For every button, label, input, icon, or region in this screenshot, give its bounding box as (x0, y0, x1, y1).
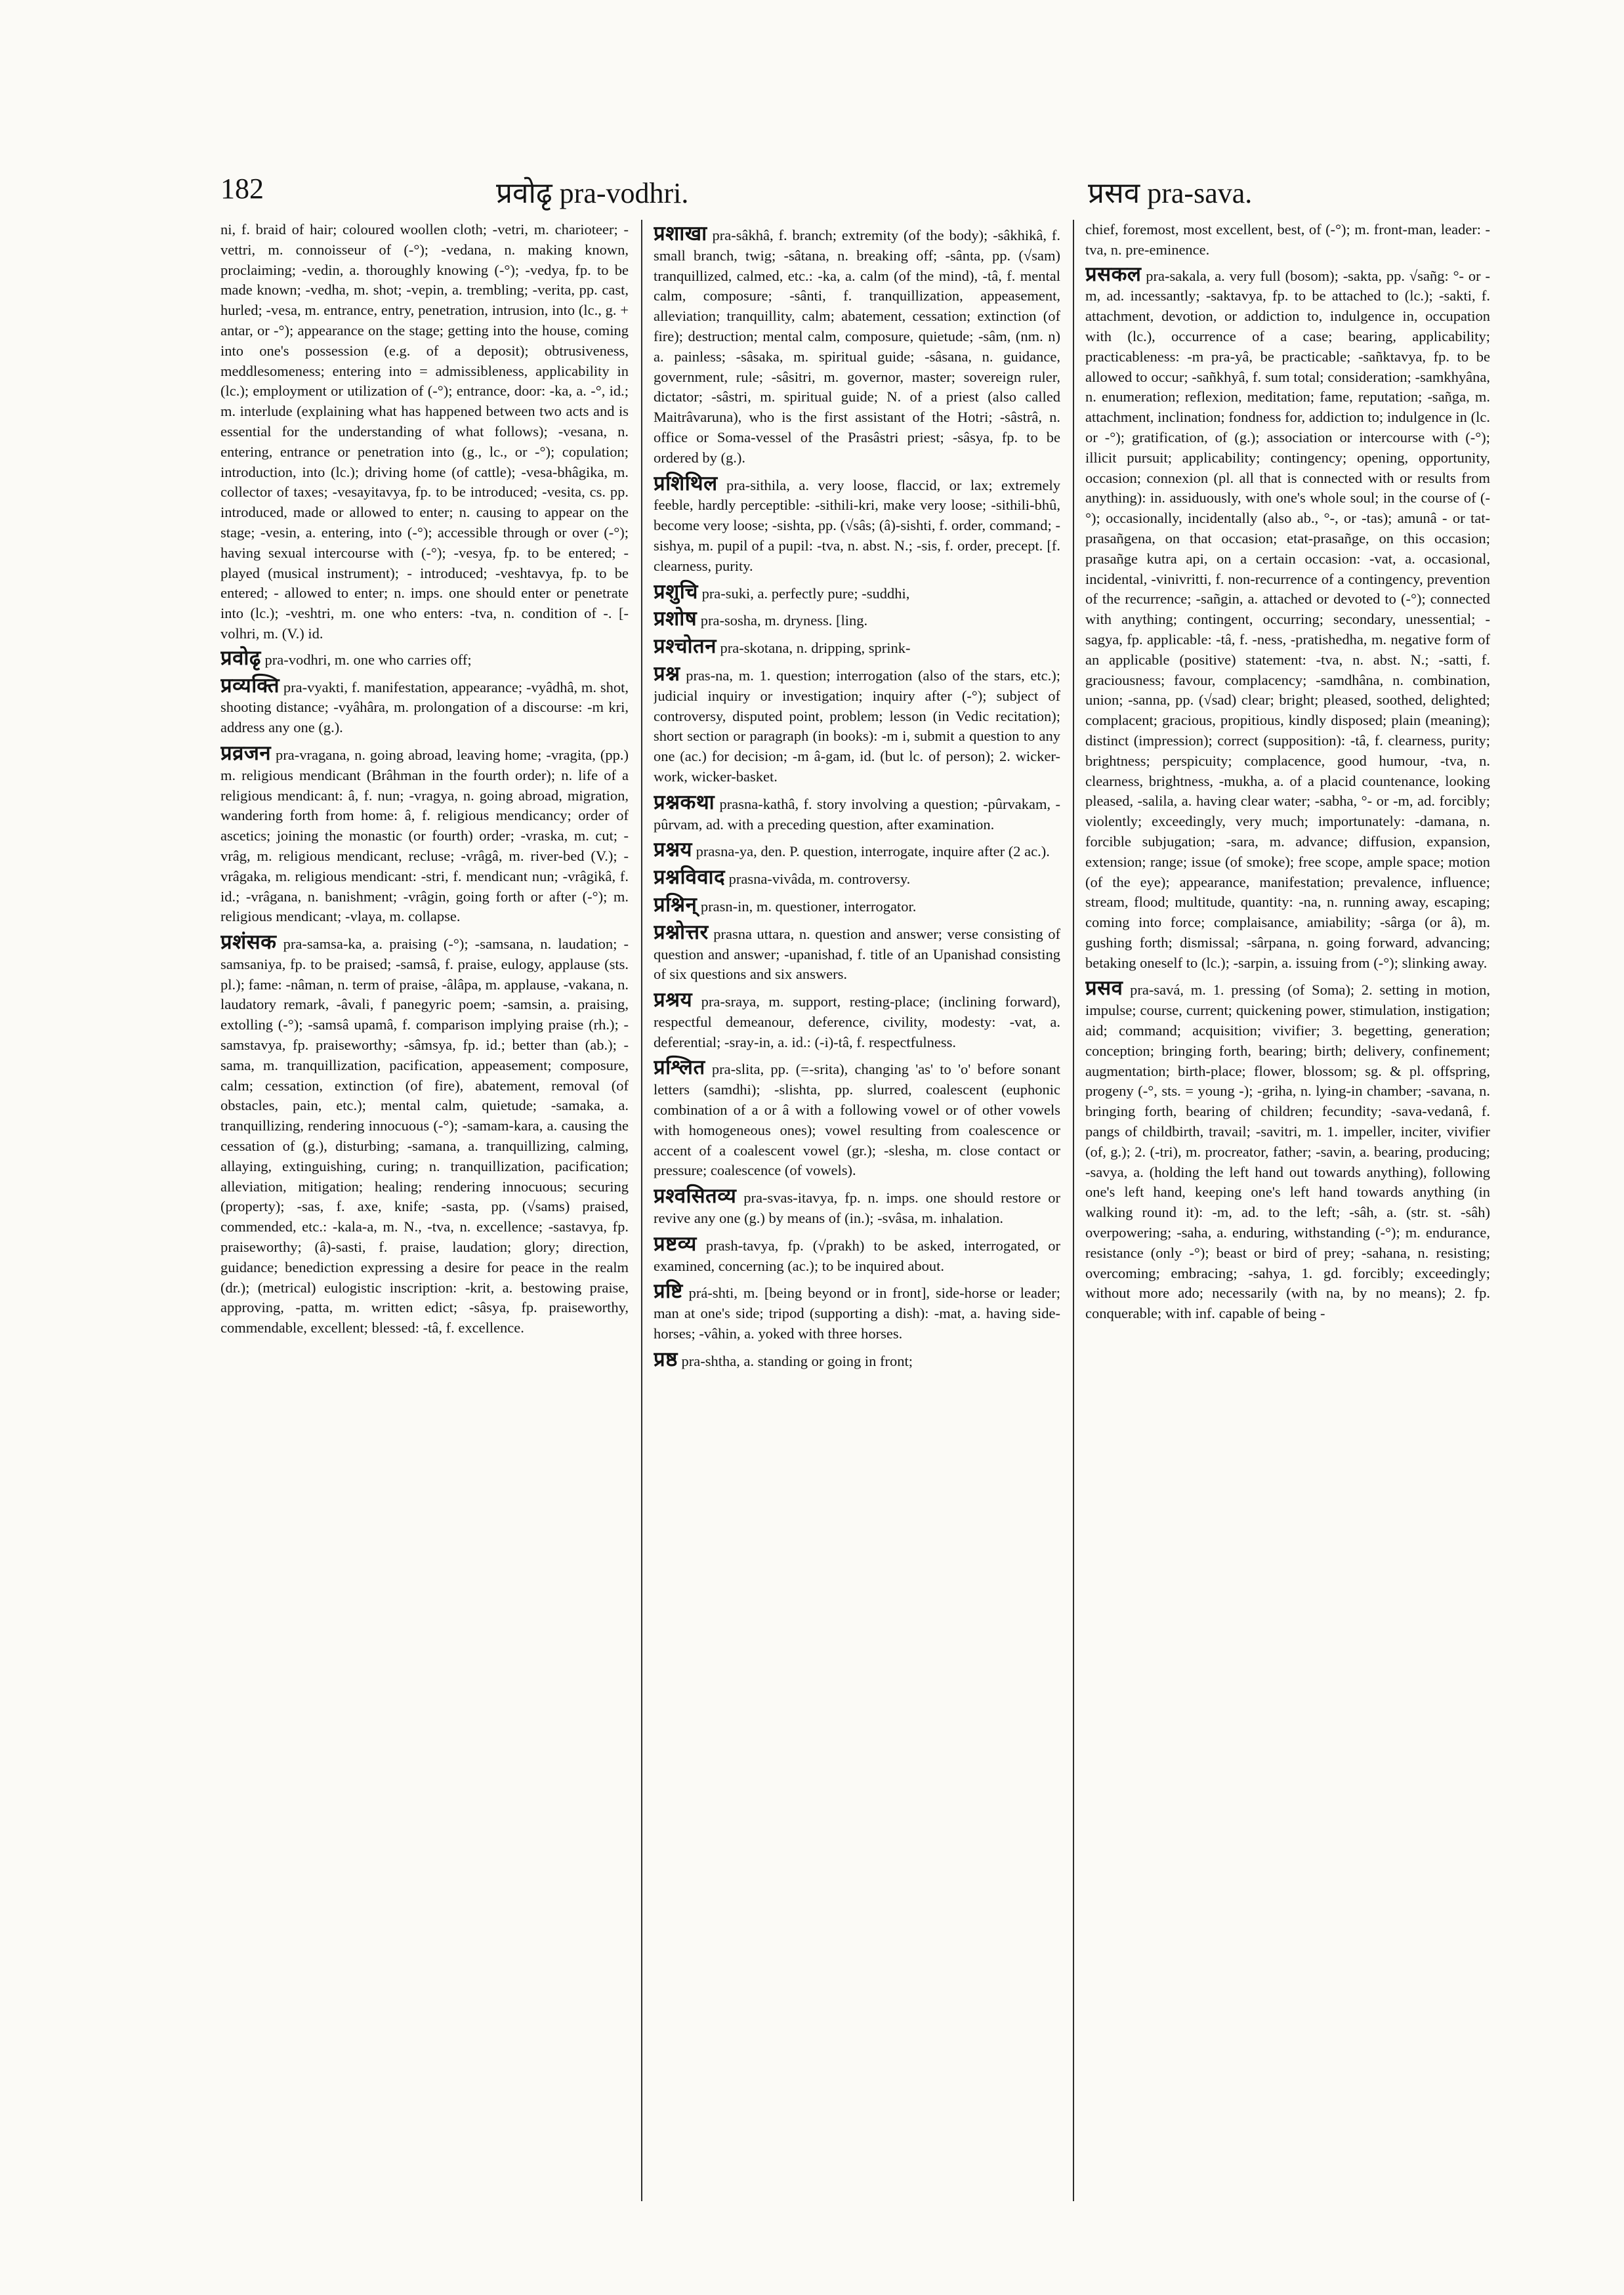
headword-devanagari: प्रशाखा (654, 222, 707, 245)
dictionary-columns (220, 220, 1490, 2214)
entry-definition: pra-skotana, n. dripping, sprink- (716, 640, 911, 657)
entry-definition: pras-na, m. 1. question; interrogation (also of the stars, etc.); judicial inquiry or investigation; inquiry after (-°); subject of controversy, disputed point, problem; lesson (in Vedic recitation); short section or paragraph (in books): -m i, submit a question to any one (ac.) for decision; -m â-gam, id. (but lc. of person); 2. wicker-work, wicker-basket. (654, 667, 1060, 785)
entry-definition: prasna uttara, n. question and answer; verse consisting of question and answer; -upanishad, f. title of an Upanishad consisting of six questions and six answers. (654, 925, 1060, 983)
left-guide-word: प्रवोढृ pra-vodhri. (496, 177, 689, 209)
dictionary-entry (654, 1281, 1060, 1344)
entry-definition: pra-sosha, m. dryness. [ling. (697, 612, 868, 629)
entry-definition: prash-tavya, fp. (√prakh) to be asked, interrogated, or examined, concerning (ac.); to be inquired about. (654, 1237, 1060, 1274)
page-number: 182 (220, 173, 264, 205)
entry-definition: prá-shti, m. [being beyond or in front], side-horse or leader; man at one's side; tripod (supporting a dish): -mat, a. having side-horses; -vâhin, a. yoked with three horses. (654, 1285, 1060, 1342)
headword-devanagari: प्रव्रजन (220, 741, 272, 764)
headword-devanagari: प्रश्नकथा (654, 790, 715, 814)
dictionary-entry (654, 224, 1060, 468)
entry-definition: pra-savá, m. 1. pressing (of Soma); 2. setting in motion, impulse; course, current; quickening power, stimulation, instigation; aid; command; acquisition; vivifier; 3. begetting, generation; conception; bringing forth, bearing; birth; delivery, confinement; augmentation; birth-place; flower, blossom; sg. & pl. offspring, progeny (-°, sts. = young -); -griha, n. lying-in chamber; -savana, n. bringing forth, bearing of children; fecundity; -sava-vedanâ, f. pangs of childbirth, travail; -savitri, m. 1. impeller, inciter, vivifier (of, g.); 2. (-tri), m. procreator, father; -savin, a. bearing, producing; -savya, a. (holding the left hand out towards anything), following one's left hand, keeping one's left hand towards anything (in walking round it): -m, ad. to the left; -sâh, a. (str. st. -sâh) overpowering; -saha, a. enduring, withstanding (-°); m. endurance, resistance (only -°); beast or bird of prey; -sahana, n. resisting; overcoming; embracing; -sahya, 1. gd. forcibly; exceedingly; without more ado; necessarily (with na, by no means); 2. fp. conquerable; with inf. capable of being - (1085, 982, 1490, 1322)
dictionary-entry (220, 932, 629, 1338)
entry-definition: pra-vragana, n. going abroad, leaving home; -vragita, (pp.) m. religious mendicant (Brâhman in the fourth order); n. life of a religious mendicant: â, f. nun; -vragya, n. going abroad, migration, wandering forth from home: â, f. religious mendicancy; order of ascetics; joining the monastic (or fourth) order; -vraska, m. cut; -vrâg, m. religious mendicant, recluse; -vrâgâ, m. river-bed (V.); -vrâgaka, m. religious mendicant: -stri, f. mendicant nun; -vrâgikâ, f. id.; -vrâgana, n. banishment; -vrâgin, going forth or after (-°); m. religious mendicant; -vlaya, m. collapse. (220, 746, 629, 925)
headword-devanagari: प्रश्लित (654, 1056, 705, 1079)
dictionary-entry (654, 922, 1060, 985)
continued-entry-text: ni, f. braid of hair; coloured woollen cloth; -vetri, m. charioteer; -vettri, m. connoisseur of (-°); -vedana, n. making known, proclaiming; -vedin, a. thoroughly knowing (-°); -vedya, fp. to be made known; -vedha, m. shot; -vepin, a. trembling; -verita, pp. cast, hurled; -vesa, m. entrance, entry, penetration, intrusion, into (lc., g. + antar, or -°); appearance on the stage; getting into the house, coming into one's possession (e.g. of a deposit); obtrusiveness, meddlesomeness; entering into = admissibleness, applicability in (lc.); employment or utilization of (-°); entrance, door: -ka, a. -°, id.; m. interlude (explaining what has happened between two acts and is essential for the understanding of what follows); -vesana, n. entering, entrance or penetration into (g., lc., or -°); copulation; introduction, into (lc.); driving home (of cattle); -vesa-bhâgika, m. collector of taxes; -vesayitavya, fp. to be introduced; -vesita, cs. pp. introduced, made or allowed to enter; n. causing to appear on the stage; -vesin, a. entering, into (-°); accessible through or over (-°); having sexual intercourse with (-°); -vesya, fp. to be entered; - played (musical instrument); - introduced; -veshtavya, fp. to be entered; - allowed to enter; n. imps. one should enter or penetrate into (lc.); -veshtri, m. one who enters: -tva, n. condition of -. [-volhri, m. (V.) id. (220, 221, 629, 642)
headword-devanagari: प्रसकल (1085, 262, 1142, 285)
headword-devanagari: प्रव्यक्ति (220, 673, 280, 697)
column-1 (220, 220, 629, 2214)
dictionary-entry (654, 1058, 1060, 1181)
headword-devanagari: प्रष्टव्य (654, 1231, 697, 1255)
entry-definition: pra-vyakti, f. manifestation, appearance; -vyâdhâ, m. shot, shooting distance; -vyâhâra, m. prolongation of a discourse: -m kri, address any one (g.). (220, 678, 629, 736)
entry-definition: prasna-kathâ, f. story involving a question; -pûrvakam, -pûrvam, ad. with a preceding question, after examination. (654, 795, 1060, 833)
page-header (220, 164, 1490, 217)
entry-definition: pra-samsa-ka, a. praising (-°); -samsana, n. laudation; -samsaniya, fp. to be praised; -samsâ, f. praise, eulogy, applause (sts. pl.); fame: -nâman, n. term of praise, -âlâpa, m. applause, -vakana, n. laudatory remark, -âvali, f panegyric poem; -samsin, a. praising, extolling (-°); -samsâ upamâ, f. comparison implying praise (rh.); -samstavya, fp. praiseworthy; -sâmsya, fp. id.; better than (ab.); -sama, m. tranquillization, pacification, appeasement; composure, calm; cessation, extinction (of fire), abatement, removal (of obstacles, pain, etc.); mental calm, quietude; -samaka, a. tranquillizing, rendering innocuous (-°); -samam-kara, a. causing the cessation of (g.), disturbing; -samana, a. tranquillizing, calming, allaying, extinguishing, curing; n. tranquillization, pacification; alleviation, mitigation; healing; rendering innocuous; securing (property); -sas, f. axe, knife; -sasta, pp. (√sams) praised, commended, etc.: -kala-a, m. N., -tva, n. excellence; -sastavya, fp. praiseworthy; (â)-sasti, f. praise, laudation; glory; direction, guidance; benediction expressing a desire for peace in the realm (dr.); (metrical) eulogistic inscription: -krit, a. bestowing praise, approving, -patta, m. written edict; -sâsya, fp. praiseworthy, commendable, excellent; blessed: -tâ, f. excellence. (220, 936, 629, 1336)
headword-devanagari: प्रश्वसितव्य (654, 1184, 737, 1208)
headword-devanagari: प्रश्नय (654, 838, 693, 861)
dictionary-entry (654, 1186, 1060, 1229)
headword-devanagari: प्रष्ठ (654, 1347, 678, 1371)
dictionary-entry (654, 990, 1060, 1052)
dictionary-entry (654, 1347, 1060, 1372)
dictionary-entry (220, 743, 629, 927)
dictionary-entry (654, 579, 1060, 604)
headword-devanagari: प्रशिथिल (654, 471, 718, 495)
entry-definition: prasn-in, m. questioner, interrogator. (697, 898, 917, 915)
headword-devanagari: प्रशोष (654, 607, 697, 631)
dictionary-entry (654, 661, 1060, 787)
dictionary-entry (654, 471, 1060, 577)
dictionary-entry (1085, 978, 1490, 1324)
dictionary-entry (654, 867, 1060, 890)
dictionary-entry (654, 1231, 1060, 1277)
entry-definition: pra-shtha, a. standing or going in front; (677, 1352, 913, 1369)
headword-devanagari: प्रशंसक (220, 930, 277, 954)
entry-definition: pra-sithila, a. very loose, flaccid, or lax; extremely feeble, hardly perceptible: -sithili-kri, make very loose; -sithili-bhû, become very loose; -sishta, pp. (√sâs; (â)-sishti, f. order, command; -sishya, m. pupil of a pupil: -tva, n. abst. N.; -sis, f. order, precept. [f. clearness, purity. (654, 476, 1060, 574)
entry-definition: pra-sraya, m. support, resting-place; (inclining forward), respectful demeanour, deference, civility, modesty: -vat, a. deferential; -sray-in, a. id.: (-i)-tâ, f. respectfulness. (654, 993, 1060, 1050)
dictionary-entry (1085, 264, 1490, 974)
entry-definition: pra-svas-itavya, fp. n. imps. one should restore or revive any one (g.) by means of (in.); -svâsa, m. inhalation. (654, 1189, 1060, 1227)
dictionary-entry (654, 636, 1060, 659)
right-guide-word: प्रसव pra-sava. (1088, 177, 1253, 209)
headword-devanagari: प्रश्निन् (654, 892, 697, 916)
headword-devanagari: प्रश्रय (654, 988, 693, 1012)
headword-devanagari: प्रसव (1085, 976, 1123, 1000)
dictionary-entry (220, 673, 629, 738)
continued-entry-text: chief, foremost, most excellent, best, of (-°); m. front-man, leader: -tva, n. pre-eminence. (1085, 221, 1490, 258)
entry-definition: pra-slita, pp. (=-srita), changing 'as' to 'o' before sonant letters (samdhi); -slishta, pp. slurred, coalescent (euphonic combination of a or â with a following vowel or of other vowels with homogeneous ones); vowel resulting from coalescence or accent of a coalescent vowel (gr.); -slesha, m. close contact or pressure; coalescence (of vowels). (654, 1061, 1060, 1179)
entry-definition: prasna-vivâda, m. controversy. (725, 871, 911, 888)
entry-definition: pra-sâkhâ, f. branch; extremity (of the body); -sâkhikâ, f. small branch, twig; -sâtana, n. breaking off; -sânta, pp. (√sam) tranquillized, calmed, etc.: -ka, a. calm (of the mind), -tâ, f. mental calm, composure; -sânti, f. tranquillization, appeasement, alleviation; tranquillity, calm; abatement, cessation; extinction (of fire); destruction; mental calm, composure, quietude; -sâm, (nm. n) a. painless; -sâsaka, m. spiritual guide; -sâsana, n. guidance, government, rule; -sâsitri, m. governor, master; sovereign ruler, dictator; -sâstri, m. spiritual guide; N. of a priest (also called Maitrâvaruna), who is the first assistant of the Hotri; -sâstrâ, n. office or Soma-vessel of the Prasâstri priest; -sâsya, fp. to be ordered by (g.). (654, 227, 1060, 466)
headword-devanagari: प्रष्टि (654, 1279, 683, 1303)
dictionary-entry (654, 609, 1060, 631)
entry-definition: pra-sakala, a. very full (bosom); -sakta, pp. √sañg: °- or -m, ad. incessantly; -saktavya, fp. to be attached to (lc.); -sakti, f. attachment, devotion, or addiction to, indulgence in, occupation with (lc.), occurrence of a case; bearing, applicability; practicableness: -m pra-yâ, be practicable; -sañktavya, fp. to be allowed to occur; -sañkhyâ, f. sum total; consideration; -samkhyâna, n. enumeration; reflexion, meditation; fame, reputation; -sañga, m. attachment, inclination; fondness for, addiction to; indulgence in (lc. or -°); gratification, of (g.); association or intercourse with (-°); illicit pursuit; applicability; contingency; opening, opportunity, occasion; connexion (pl. all that is connected with or results from anything): in. assiduously, with one's whole soul; in the course of (-°); occasionally, incidentally (also ab., °-, or -tas); amunâ - or tat-prasañgena, on that occasion; etat-prasañge, on this occasion; prasañge kutra api, on a certain occasion: -vat, a. occasional, incidental, -vinivritti, f. non-recurrence of a contingency, prevention of the recurrence; -sañgin, a. attached or devoted to (-°); connected with anything; contingent, occurring; secondary, unessential; -sagya, fp. applicable: -tâ, f. -ness, -pratishedha, m. negative form of an applicable (positive) statement: -tva, n. abst. N.; -satti, f. graciousness; favour, complacency; -samdhâna, n. combination, union; -sanna, pp. (√sad) clear; bright; pleased, soothed, delighted; complacent; gracious, propitious, kindly disposed; plain (meaning); distinct (impression); correct (supposition): -tâ, f. clearness, purity; brightness; perspicuity; complacence, good humour, -tva, n. clearness, brightness, -mukha, a. of a placid countenance, looking pleased, -salila, a. having clear water; -sabha, °- or -m, ad. forcibly; violently; exceedingly, very much; importunately: -damana, n. forcible subjugation; -sara, m. advance; diffusion, expansion, extension; range; issue (of smoke); free scope, ample space; motion (of the eye); appearance, manifestation; prevalence, influence; stream, flood; multitude, quantity: -na, n. running away, escaping; coming into force; complaisance, amiability; -sârga (or â), m. gushing forth; dismissal; -sârpana, n. going forward, advancing; betaking oneself to (lc.); -sarpin, a. issuing from (-°); slinking away. (1085, 267, 1490, 971)
dictionary-entry (654, 840, 1060, 862)
dictionary-entry (220, 648, 629, 671)
headword-devanagari: प्रश्चोतन (654, 634, 717, 658)
dictionary-entry (654, 892, 1060, 917)
headword-devanagari: प्रश्न (654, 661, 680, 685)
entry-definition: prasna-ya, den. P. question, interrogate, inquire after (2 ac.). (692, 843, 1050, 860)
column-2 (654, 220, 1060, 2214)
headword-devanagari: प्रशुचि (654, 579, 698, 603)
headword-devanagari: प्रवोढृ (220, 646, 261, 669)
entry-definition: pra-vodhri, m. one who carries off; (260, 651, 472, 668)
dictionary-entry (654, 790, 1060, 835)
entry-definition: pra-suki, a. perfectly pure; -suddhi, (697, 585, 910, 602)
headword-devanagari: प्रश्नोत्तर (654, 920, 709, 943)
column-3 (1085, 220, 1490, 2214)
headword-devanagari: प्रश्नविवाद (654, 865, 726, 889)
